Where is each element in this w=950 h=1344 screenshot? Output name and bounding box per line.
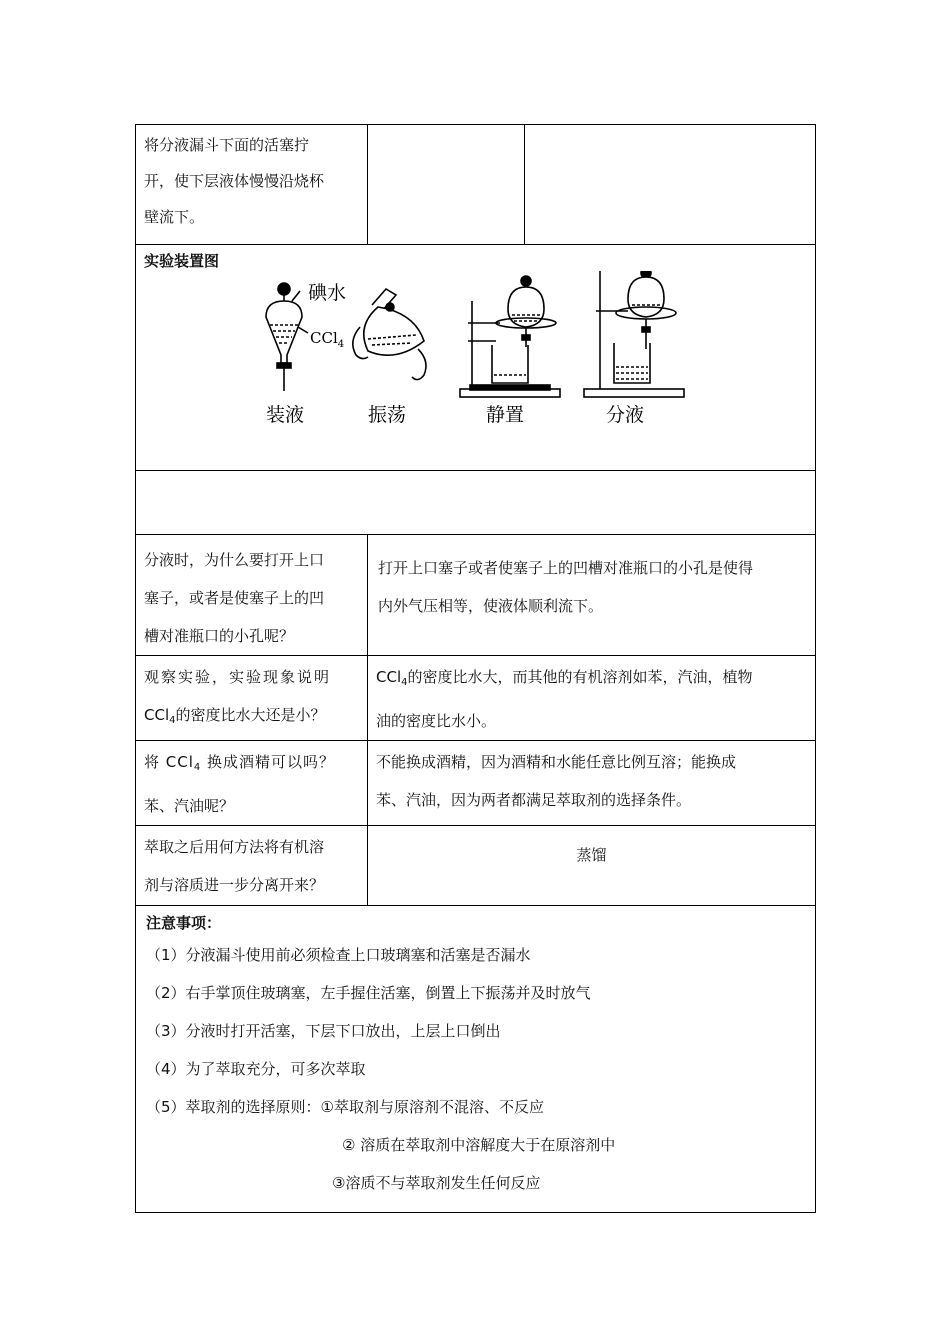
procedure-line: 将分液漏斗下面的活塞拧 <box>144 136 310 154</box>
step-loading-label: 装液 <box>265 404 304 426</box>
step-separating-label: 分液 <box>605 404 644 426</box>
note-item: （2）右手掌顶住玻璃塞，左手握住活塞，倒置上下振荡并及时放气 <box>146 984 591 1002</box>
answer-cell <box>368 535 816 656</box>
ccl4-label: CCl$_4$ <box>309 329 344 350</box>
question-line: 塞子，或者是使塞子上的凹 <box>144 589 325 607</box>
question-line: 萃取之后用何方法将有机溶 <box>144 838 325 856</box>
iodine-water-label: 碘水 <box>307 282 346 304</box>
note-item: （5）萃取剂的选择原则：①萃取剂与原溶剂不混溶、不反应 <box>146 1098 544 1116</box>
question-line: CCl$_4$的密度比水大还是小？ <box>144 706 326 726</box>
loading-funnel-icon <box>266 283 308 391</box>
shaking-funnel-icon <box>352 289 425 380</box>
answer-line: 苯、汽油，因为两者都满足萃取剂的选择条件。 <box>376 791 692 809</box>
notes-heading: 注意事项： <box>146 914 222 932</box>
note-item: （1）分液漏斗使用前必须检查上口玻璃塞和活塞是否漏水 <box>146 946 531 964</box>
step-shaking-label: 振荡 <box>367 404 406 426</box>
apparatus-row <box>136 245 816 471</box>
qa-row-4 <box>136 826 816 906</box>
question-line: 槽对准瓶口的小孔呢？ <box>144 627 295 645</box>
apparatus-heading: 实验装置图 <box>144 252 220 270</box>
answer-line: 油的密度比水小。 <box>376 712 497 730</box>
note-item: （3）分液时打开活塞，下层下口放出，上层上口倒出 <box>146 1022 501 1040</box>
step-standing-label: 静置 <box>485 404 524 426</box>
note-sub-item: ③溶质不与萃取剂发生任何反应 <box>332 1174 541 1192</box>
empty-cell <box>525 125 816 245</box>
qa-row-3 <box>136 741 816 826</box>
notes-row <box>136 906 816 1213</box>
answer-cell <box>368 741 816 826</box>
notes-cell <box>136 906 816 1213</box>
qa-row-1 <box>136 535 816 656</box>
empty-cell <box>368 125 525 245</box>
procedure-line: 开，使下层液体慢慢沿烧杯 <box>144 172 325 190</box>
question-cell <box>136 535 368 656</box>
answer-line: 打开上口塞子或者使塞子上的凹槽对准瓶口的小孔是使得 <box>378 559 754 577</box>
answer-cell <box>368 826 816 906</box>
question-line: 分液时，为什么要打开上口 <box>144 551 325 569</box>
qa-row-2 <box>136 656 816 741</box>
note-sub-item: ② 溶质在萃取剂中溶解度大于在原溶剂中 <box>342 1136 616 1154</box>
answer-distillation: 蒸馏 <box>576 846 607 864</box>
extraction-apparatus-figure <box>256 271 696 431</box>
question-cell <box>136 741 368 826</box>
experiment-table <box>135 124 816 1213</box>
question-line: 苯、汽油呢？ <box>144 797 235 815</box>
note-item: （4）为了萃取充分，可多次萃取 <box>146 1060 366 1078</box>
question-line: 剂与溶质进一步分离开来？ <box>144 876 325 894</box>
apparatus-cell <box>136 245 816 471</box>
standing-apparatus-icon <box>460 276 560 397</box>
procedure-step-cell <box>136 125 368 245</box>
answer-line: CCl$_4$的密度比水大，而其他的有机溶剂如苯，汽油，植物 <box>376 668 753 688</box>
answer-cell <box>368 656 816 741</box>
document-page <box>135 124 815 1213</box>
question-cell <box>136 656 368 741</box>
procedure-row <box>136 125 816 245</box>
separating-apparatus-icon <box>584 271 684 397</box>
question-line: 观察实验，实验现象说明 <box>144 668 332 686</box>
question-cell <box>136 826 368 906</box>
question-line: 将 CCl$_4$ 换成酒精可以吗？ <box>144 753 336 773</box>
answer-line: 内外气压相等，使液体顺利流下。 <box>378 597 604 615</box>
blank-cell <box>136 471 816 535</box>
answer-line: 不能换成酒精，因为酒精和水能任意比例互溶；能换成 <box>376 753 737 771</box>
blank-row <box>136 471 816 535</box>
procedure-line: 壁流下。 <box>144 208 205 226</box>
